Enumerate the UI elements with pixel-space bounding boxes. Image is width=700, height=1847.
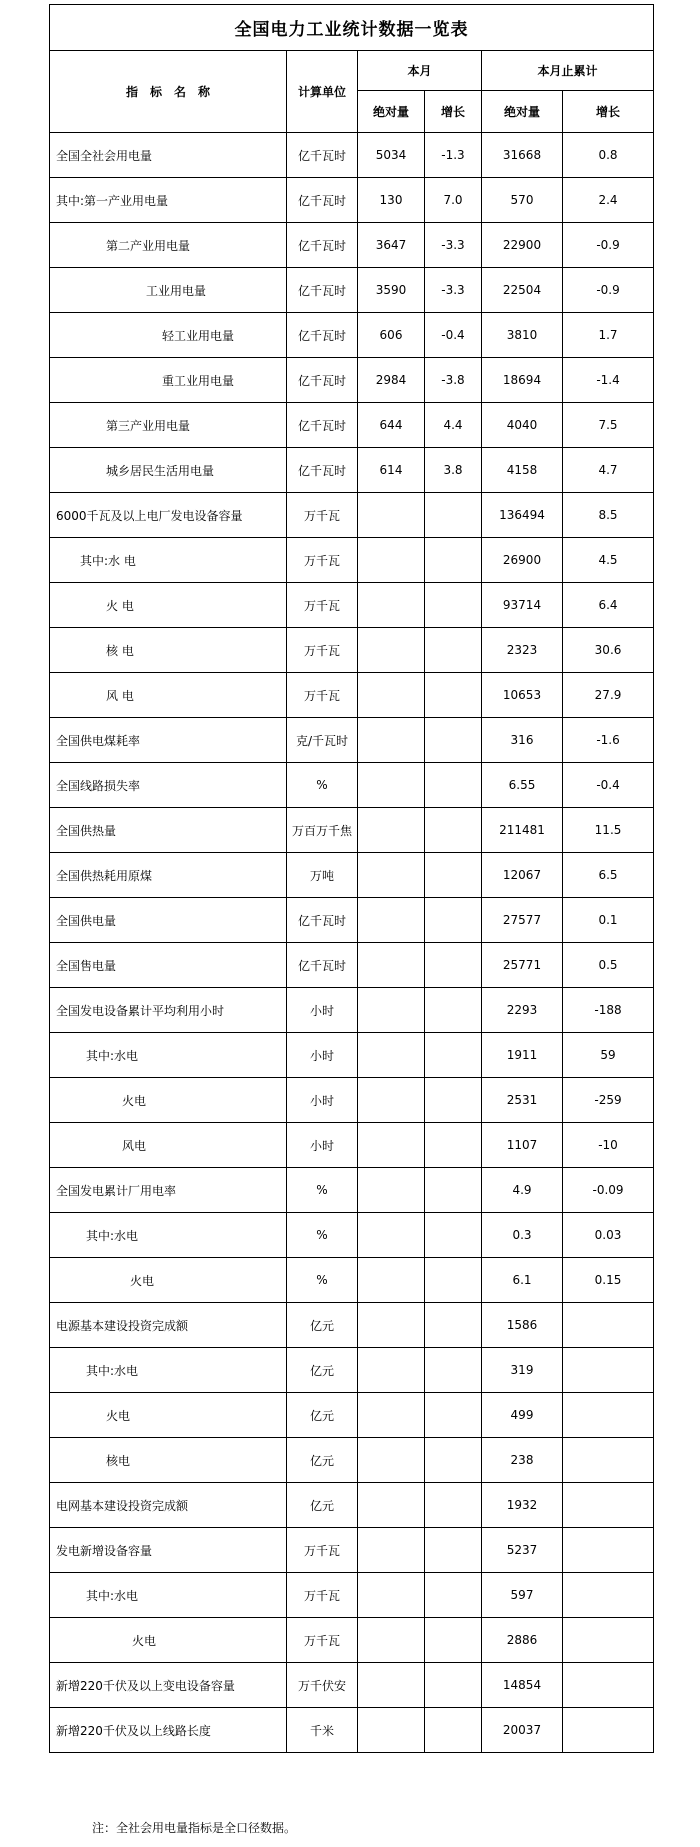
row-cumulative-absolute: 6.1: [482, 1258, 563, 1303]
header-month-growth: 增长: [425, 91, 482, 133]
row-cumulative-absolute: 136494: [482, 493, 563, 538]
row-cumulative-growth: 0.1: [563, 898, 654, 943]
row-cumulative-absolute: 22504: [482, 268, 563, 313]
row-month-absolute: 644: [358, 403, 425, 448]
row-cumulative-absolute: 3810: [482, 313, 563, 358]
row-unit: 克/千瓦时: [287, 718, 358, 763]
row-indicator-name: 6000千瓦及以上电厂发电设备容量: [50, 493, 287, 538]
row-cumulative-growth: [563, 1348, 654, 1393]
row-month-absolute: [358, 1168, 425, 1213]
row-indicator-name: 全国供电煤耗率: [50, 718, 287, 763]
table-row: [50, 988, 654, 1033]
row-month-absolute: [358, 763, 425, 808]
row-cumulative-absolute: 211481: [482, 808, 563, 853]
header-this-month: 本月: [358, 51, 482, 91]
row-indicator-name: 全国线路损失率: [50, 763, 287, 808]
row-indicator-name: 轻工业用电量: [50, 313, 287, 358]
row-month-absolute: [358, 1258, 425, 1303]
row-cumulative-growth: 0.8: [563, 133, 654, 178]
row-cumulative-absolute: 20037: [482, 1708, 563, 1753]
row-cumulative-absolute: 27577: [482, 898, 563, 943]
table-row: [50, 1258, 654, 1303]
table-row: [50, 223, 654, 268]
row-cumulative-growth: -0.4: [563, 763, 654, 808]
row-cumulative-absolute: 14854: [482, 1663, 563, 1708]
row-cumulative-absolute: 499: [482, 1393, 563, 1438]
row-indicator-name: 核电: [50, 1438, 287, 1483]
row-month-absolute: [358, 1123, 425, 1168]
row-month-absolute: [358, 1618, 425, 1663]
row-indicator-name: 火电: [50, 1258, 287, 1303]
table-row: [50, 358, 654, 403]
row-month-absolute: 614: [358, 448, 425, 493]
row-cumulative-growth: 0.03: [563, 1213, 654, 1258]
row-month-absolute: [358, 628, 425, 673]
row-month-absolute: [358, 988, 425, 1033]
row-month-growth: [425, 1438, 482, 1483]
row-unit: 万千瓦: [287, 583, 358, 628]
row-cumulative-growth: [563, 1528, 654, 1573]
table-row: [50, 1528, 654, 1573]
row-indicator-name: 其中:水电: [50, 1033, 287, 1078]
row-unit: 万百万千焦: [287, 808, 358, 853]
row-cumulative-growth: 0.15: [563, 1258, 654, 1303]
row-unit: 小时: [287, 988, 358, 1033]
row-indicator-name: 其中:水 电: [50, 538, 287, 583]
row-indicator-name: 电源基本建设投资完成额: [50, 1303, 287, 1348]
row-cumulative-absolute: 31668: [482, 133, 563, 178]
row-month-growth: -3.3: [425, 268, 482, 313]
row-cumulative-growth: [563, 1483, 654, 1528]
row-cumulative-absolute: 5237: [482, 1528, 563, 1573]
row-month-growth: [425, 1033, 482, 1078]
table-row: [50, 1573, 654, 1618]
row-indicator-name: 其中:水电: [50, 1348, 287, 1393]
row-cumulative-absolute: 2886: [482, 1618, 563, 1663]
row-month-growth: [425, 808, 482, 853]
row-month-absolute: 3590: [358, 268, 425, 313]
row-month-absolute: [358, 493, 425, 538]
row-cumulative-absolute: 2293: [482, 988, 563, 1033]
row-cumulative-absolute: 4040: [482, 403, 563, 448]
row-month-absolute: [358, 853, 425, 898]
row-cumulative-growth: [563, 1393, 654, 1438]
row-cumulative-growth: 30.6: [563, 628, 654, 673]
row-unit: %: [287, 763, 358, 808]
row-month-absolute: [358, 1303, 425, 1348]
table-row: [50, 1393, 654, 1438]
row-cumulative-absolute: 22900: [482, 223, 563, 268]
row-month-absolute: [358, 1438, 425, 1483]
row-cumulative-growth: -1.6: [563, 718, 654, 763]
row-cumulative-absolute: 4158: [482, 448, 563, 493]
row-unit: 万千瓦: [287, 1618, 358, 1663]
row-month-growth: [425, 988, 482, 1033]
table-row: [50, 628, 654, 673]
row-cumulative-absolute: 0.3: [482, 1213, 563, 1258]
row-unit: 千米: [287, 1708, 358, 1753]
row-cumulative-absolute: 316: [482, 718, 563, 763]
row-cumulative-absolute: 4.9: [482, 1168, 563, 1213]
row-cumulative-absolute: 25771: [482, 943, 563, 988]
header-cumulative-absolute: 绝对量: [482, 91, 563, 133]
table-row: [50, 493, 654, 538]
row-month-absolute: [358, 1078, 425, 1123]
row-indicator-name: 全国全社会用电量: [50, 133, 287, 178]
row-month-growth: [425, 1708, 482, 1753]
table-row: [50, 538, 654, 583]
row-unit: 万千瓦: [287, 1528, 358, 1573]
row-cumulative-absolute: 12067: [482, 853, 563, 898]
statistics-table: [49, 4, 654, 1753]
row-indicator-name: 全国供热量: [50, 808, 287, 853]
row-unit: 万吨: [287, 853, 358, 898]
row-cumulative-absolute: 18694: [482, 358, 563, 403]
row-month-growth: [425, 1348, 482, 1393]
row-month-growth: [425, 943, 482, 988]
row-unit: 亿元: [287, 1303, 358, 1348]
table-row: [50, 448, 654, 493]
row-month-growth: [425, 1618, 482, 1663]
row-month-absolute: 2984: [358, 358, 425, 403]
row-month-growth: 3.8: [425, 448, 482, 493]
row-indicator-name: 全国发电累计厂用电率: [50, 1168, 287, 1213]
row-unit: 亿千瓦时: [287, 943, 358, 988]
row-month-absolute: [358, 943, 425, 988]
table-row: [50, 898, 654, 943]
row-indicator-name: 火 电: [50, 583, 287, 628]
row-cumulative-growth: 27.9: [563, 673, 654, 718]
row-unit: %: [287, 1168, 358, 1213]
row-unit: 亿千瓦时: [287, 448, 358, 493]
row-cumulative-growth: -259: [563, 1078, 654, 1123]
row-cumulative-growth: 4.7: [563, 448, 654, 493]
row-indicator-name: 风电: [50, 1123, 287, 1168]
row-indicator-name: 全国售电量: [50, 943, 287, 988]
row-month-absolute: [358, 1348, 425, 1393]
table-row: [50, 1663, 654, 1708]
row-month-growth: [425, 1258, 482, 1303]
row-cumulative-growth: [563, 1573, 654, 1618]
row-unit: 亿元: [287, 1348, 358, 1393]
row-indicator-name: 其中:水电: [50, 1213, 287, 1258]
table-body: [50, 133, 654, 1753]
row-cumulative-growth: [563, 1663, 654, 1708]
row-month-absolute: [358, 583, 425, 628]
row-cumulative-growth: [563, 1708, 654, 1753]
row-month-absolute: 130: [358, 178, 425, 223]
table-row: [50, 1708, 654, 1753]
table-row: [50, 853, 654, 898]
row-month-absolute: [358, 1663, 425, 1708]
row-month-growth: [425, 898, 482, 943]
row-unit: 万千瓦: [287, 538, 358, 583]
row-unit: 亿元: [287, 1483, 358, 1528]
table-row: [50, 1618, 654, 1663]
row-month-growth: [425, 1168, 482, 1213]
row-cumulative-absolute: 1586: [482, 1303, 563, 1348]
row-month-growth: [425, 493, 482, 538]
table-row: [50, 313, 654, 358]
table-row: [50, 718, 654, 763]
header-cumulative: 本月止累计: [482, 51, 654, 91]
row-month-absolute: 606: [358, 313, 425, 358]
row-cumulative-growth: -1.4: [563, 358, 654, 403]
table-row: [50, 1303, 654, 1348]
row-cumulative-growth: -0.9: [563, 223, 654, 268]
row-cumulative-growth: -0.9: [563, 268, 654, 313]
row-month-growth: [425, 538, 482, 583]
row-indicator-name: 火电: [50, 1393, 287, 1438]
row-cumulative-growth: -0.09: [563, 1168, 654, 1213]
footnote: 注：全社会用电量指标是全口径数据。: [92, 1821, 297, 1835]
row-unit: 亿千瓦时: [287, 268, 358, 313]
row-indicator-name: 全国供热耗用原煤: [50, 853, 287, 898]
row-month-absolute: [358, 673, 425, 718]
row-indicator-name: 第三产业用电量: [50, 403, 287, 448]
row-unit: %: [287, 1213, 358, 1258]
header-month-absolute: 绝对量: [358, 91, 425, 133]
row-month-growth: [425, 853, 482, 898]
table-row: [50, 1168, 654, 1213]
row-month-growth: [425, 673, 482, 718]
row-cumulative-growth: 59: [563, 1033, 654, 1078]
row-cumulative-growth: [563, 1303, 654, 1348]
row-month-growth: [425, 1303, 482, 1348]
row-unit: 万千瓦: [287, 673, 358, 718]
row-cumulative-growth: 6.5: [563, 853, 654, 898]
table-row: [50, 1213, 654, 1258]
row-cumulative-growth: 1.7: [563, 313, 654, 358]
row-month-growth: [425, 718, 482, 763]
row-month-absolute: [358, 1393, 425, 1438]
row-month-absolute: [358, 538, 425, 583]
row-cumulative-growth: 11.5: [563, 808, 654, 853]
row-month-growth: [425, 1573, 482, 1618]
header-unit: 计算单位: [287, 51, 358, 133]
row-cumulative-growth: 6.4: [563, 583, 654, 628]
row-unit: 万千瓦: [287, 628, 358, 673]
row-indicator-name: 火电: [50, 1078, 287, 1123]
row-month-growth: [425, 763, 482, 808]
row-month-absolute: [358, 898, 425, 943]
row-indicator-name: 全国发电设备累计平均利用小时: [50, 988, 287, 1033]
table-row: [50, 133, 654, 178]
row-month-growth: [425, 1123, 482, 1168]
table-row: [50, 403, 654, 448]
row-cumulative-absolute: 1911: [482, 1033, 563, 1078]
row-unit: 亿元: [287, 1393, 358, 1438]
row-indicator-name: 火电: [50, 1618, 287, 1663]
row-cumulative-growth: -10: [563, 1123, 654, 1168]
table-row: [50, 943, 654, 988]
header-cumulative-growth: 增长: [563, 91, 654, 133]
row-month-growth: [425, 628, 482, 673]
row-unit: 万千瓦: [287, 493, 358, 538]
row-indicator-name: 新增220千伏及以上线路长度: [50, 1708, 287, 1753]
row-indicator-name: 重工业用电量: [50, 358, 287, 403]
row-indicator-name: 电网基本建设投资完成额: [50, 1483, 287, 1528]
row-indicator-name: 发电新增设备容量: [50, 1528, 287, 1573]
table-row: [50, 1438, 654, 1483]
row-month-absolute: [358, 1483, 425, 1528]
row-month-absolute: [358, 1573, 425, 1618]
table-row: [50, 1483, 654, 1528]
row-indicator-name: 城乡居民生活用电量: [50, 448, 287, 493]
row-cumulative-absolute: 1107: [482, 1123, 563, 1168]
table-row: [50, 808, 654, 853]
table-row: [50, 763, 654, 808]
row-cumulative-absolute: 1932: [482, 1483, 563, 1528]
table-row: [50, 583, 654, 628]
row-unit: 小时: [287, 1123, 358, 1168]
row-cumulative-absolute: 2531: [482, 1078, 563, 1123]
row-cumulative-growth: 8.5: [563, 493, 654, 538]
row-month-growth: [425, 1528, 482, 1573]
row-month-absolute: 3647: [358, 223, 425, 268]
row-cumulative-absolute: 93714: [482, 583, 563, 628]
row-month-absolute: [358, 1033, 425, 1078]
row-cumulative-growth: 7.5: [563, 403, 654, 448]
row-unit: 亿千瓦时: [287, 133, 358, 178]
row-cumulative-absolute: 597: [482, 1573, 563, 1618]
row-indicator-name: 其中:第一产业用电量: [50, 178, 287, 223]
table-row: [50, 673, 654, 718]
row-cumulative-growth: -188: [563, 988, 654, 1033]
row-month-growth: [425, 1483, 482, 1528]
row-cumulative-absolute: 6.55: [482, 763, 563, 808]
row-cumulative-growth: 4.5: [563, 538, 654, 583]
row-unit: 亿千瓦时: [287, 403, 358, 448]
row-month-growth: [425, 583, 482, 628]
row-month-absolute: [358, 1528, 425, 1573]
row-unit: 万千伏安: [287, 1663, 358, 1708]
row-cumulative-absolute: 2323: [482, 628, 563, 673]
row-month-growth: [425, 1393, 482, 1438]
table-row: [50, 1348, 654, 1393]
row-unit: 小时: [287, 1033, 358, 1078]
row-month-absolute: [358, 1213, 425, 1258]
row-month-growth: [425, 1663, 482, 1708]
row-indicator-name: 核 电: [50, 628, 287, 673]
row-cumulative-absolute: 570: [482, 178, 563, 223]
row-unit: 亿千瓦时: [287, 313, 358, 358]
row-cumulative-absolute: 319: [482, 1348, 563, 1393]
table-row: [50, 268, 654, 313]
row-cumulative-absolute: 10653: [482, 673, 563, 718]
row-unit: 亿元: [287, 1438, 358, 1483]
row-month-absolute: 5034: [358, 133, 425, 178]
row-month-growth: [425, 1078, 482, 1123]
row-unit: 亿千瓦时: [287, 898, 358, 943]
row-indicator-name: 风 电: [50, 673, 287, 718]
row-cumulative-growth: [563, 1438, 654, 1483]
row-unit: 亿千瓦时: [287, 223, 358, 268]
row-month-growth: 4.4: [425, 403, 482, 448]
row-cumulative-growth: [563, 1618, 654, 1663]
row-unit: 万千瓦: [287, 1573, 358, 1618]
table-title: 全国电力工业统计数据一览表: [50, 5, 654, 51]
header-indicator-name: 指 标 名 称: [50, 51, 287, 133]
row-indicator-name: 工业用电量: [50, 268, 287, 313]
table-row: [50, 1123, 654, 1168]
row-indicator-name: 新增220千伏及以上变电设备容量: [50, 1663, 287, 1708]
row-month-absolute: [358, 808, 425, 853]
row-unit: 小时: [287, 1078, 358, 1123]
table-row: [50, 178, 654, 223]
row-cumulative-absolute: 238: [482, 1438, 563, 1483]
row-month-growth: -3.8: [425, 358, 482, 403]
row-month-absolute: [358, 1708, 425, 1753]
row-indicator-name: 全国供电量: [50, 898, 287, 943]
row-indicator-name: 其中:水电: [50, 1573, 287, 1618]
row-cumulative-absolute: 26900: [482, 538, 563, 583]
table-row: [50, 1078, 654, 1123]
row-month-growth: -0.4: [425, 313, 482, 358]
row-unit: 亿千瓦时: [287, 178, 358, 223]
row-indicator-name: 第二产业用电量: [50, 223, 287, 268]
table-row: [50, 1033, 654, 1078]
row-cumulative-growth: 2.4: [563, 178, 654, 223]
row-month-growth: -1.3: [425, 133, 482, 178]
row-month-growth: -3.3: [425, 223, 482, 268]
row-month-growth: 7.0: [425, 178, 482, 223]
row-cumulative-growth: 0.5: [563, 943, 654, 988]
row-month-growth: [425, 1213, 482, 1258]
row-unit: 亿千瓦时: [287, 358, 358, 403]
row-month-absolute: [358, 718, 425, 763]
row-unit: %: [287, 1258, 358, 1303]
